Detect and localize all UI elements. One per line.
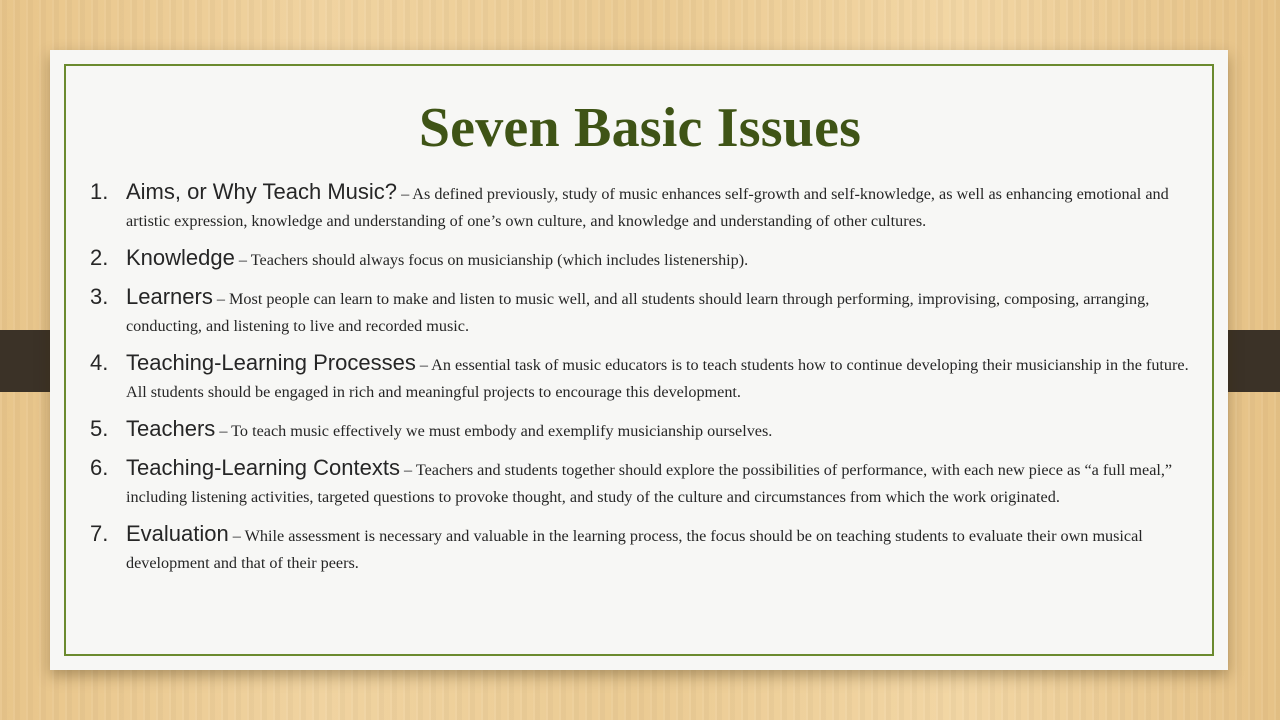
item-number: 6. <box>90 455 109 480</box>
list-item <box>90 415 1190 445</box>
item-description: – While assessment is necessary and valuable in the learning process, the focus should be on teaching students to evaluate their own musical development and that of their peers. <box>126 527 1143 572</box>
item-number: 4. <box>90 350 109 375</box>
list-item <box>90 454 1190 511</box>
item-term: Teachers <box>126 416 216 441</box>
item-description: – Most people can learn to make and listen to music well, and all students should learn through performing, improvising, composing, arranging, conducting, and listening to live and recorded music. <box>126 290 1150 335</box>
item-description: – As defined previously, study of music enhances self-growth and self-knowledge, as well as enhancing emotional and artistic expression, knowledge and understanding of one’s own culture, and knowledge and understanding of other cultures. <box>126 185 1169 230</box>
item-description: – Teachers should always focus on musicianship (which includes listenership). <box>234 251 749 269</box>
item-term: Teaching-Learning Contexts <box>126 455 400 480</box>
item-term: Evaluation <box>126 521 229 546</box>
item-number: 5. <box>90 416 109 441</box>
list-item <box>90 178 1190 235</box>
item-number: 1. <box>90 179 109 204</box>
list-item <box>90 349 1190 406</box>
item-number: 7. <box>90 521 109 546</box>
item-description: – To teach music effectively we must embody and exemplify musicianship ourselves. <box>215 422 773 440</box>
list-item <box>90 520 1190 577</box>
item-number: 2. <box>90 245 109 270</box>
issues-list <box>90 178 1190 586</box>
list-item <box>90 244 1190 274</box>
item-description: – Teachers and students together should explore the possibilities of performance, with each new piece as “a full meal,” including listening activities, targeted questions to provoke thought, and study of the culture and circumstances from which the work originated. <box>126 461 1173 506</box>
item-term: Teaching-Learning Processes <box>126 350 416 375</box>
item-term: Knowledge <box>126 245 235 270</box>
item-term: Aims, or Why Teach Music? <box>126 179 398 204</box>
slide-title: Seven Basic Issues <box>418 97 862 159</box>
item-term: Learners <box>126 284 213 309</box>
list-item <box>90 283 1190 340</box>
item-number: 3. <box>90 284 109 309</box>
item-description: – An essential task of music educators is to teach students how to continue developing their musicianship in the future. All students should be engaged in rich and meaningful projects to encourage this development. <box>126 356 1189 401</box>
